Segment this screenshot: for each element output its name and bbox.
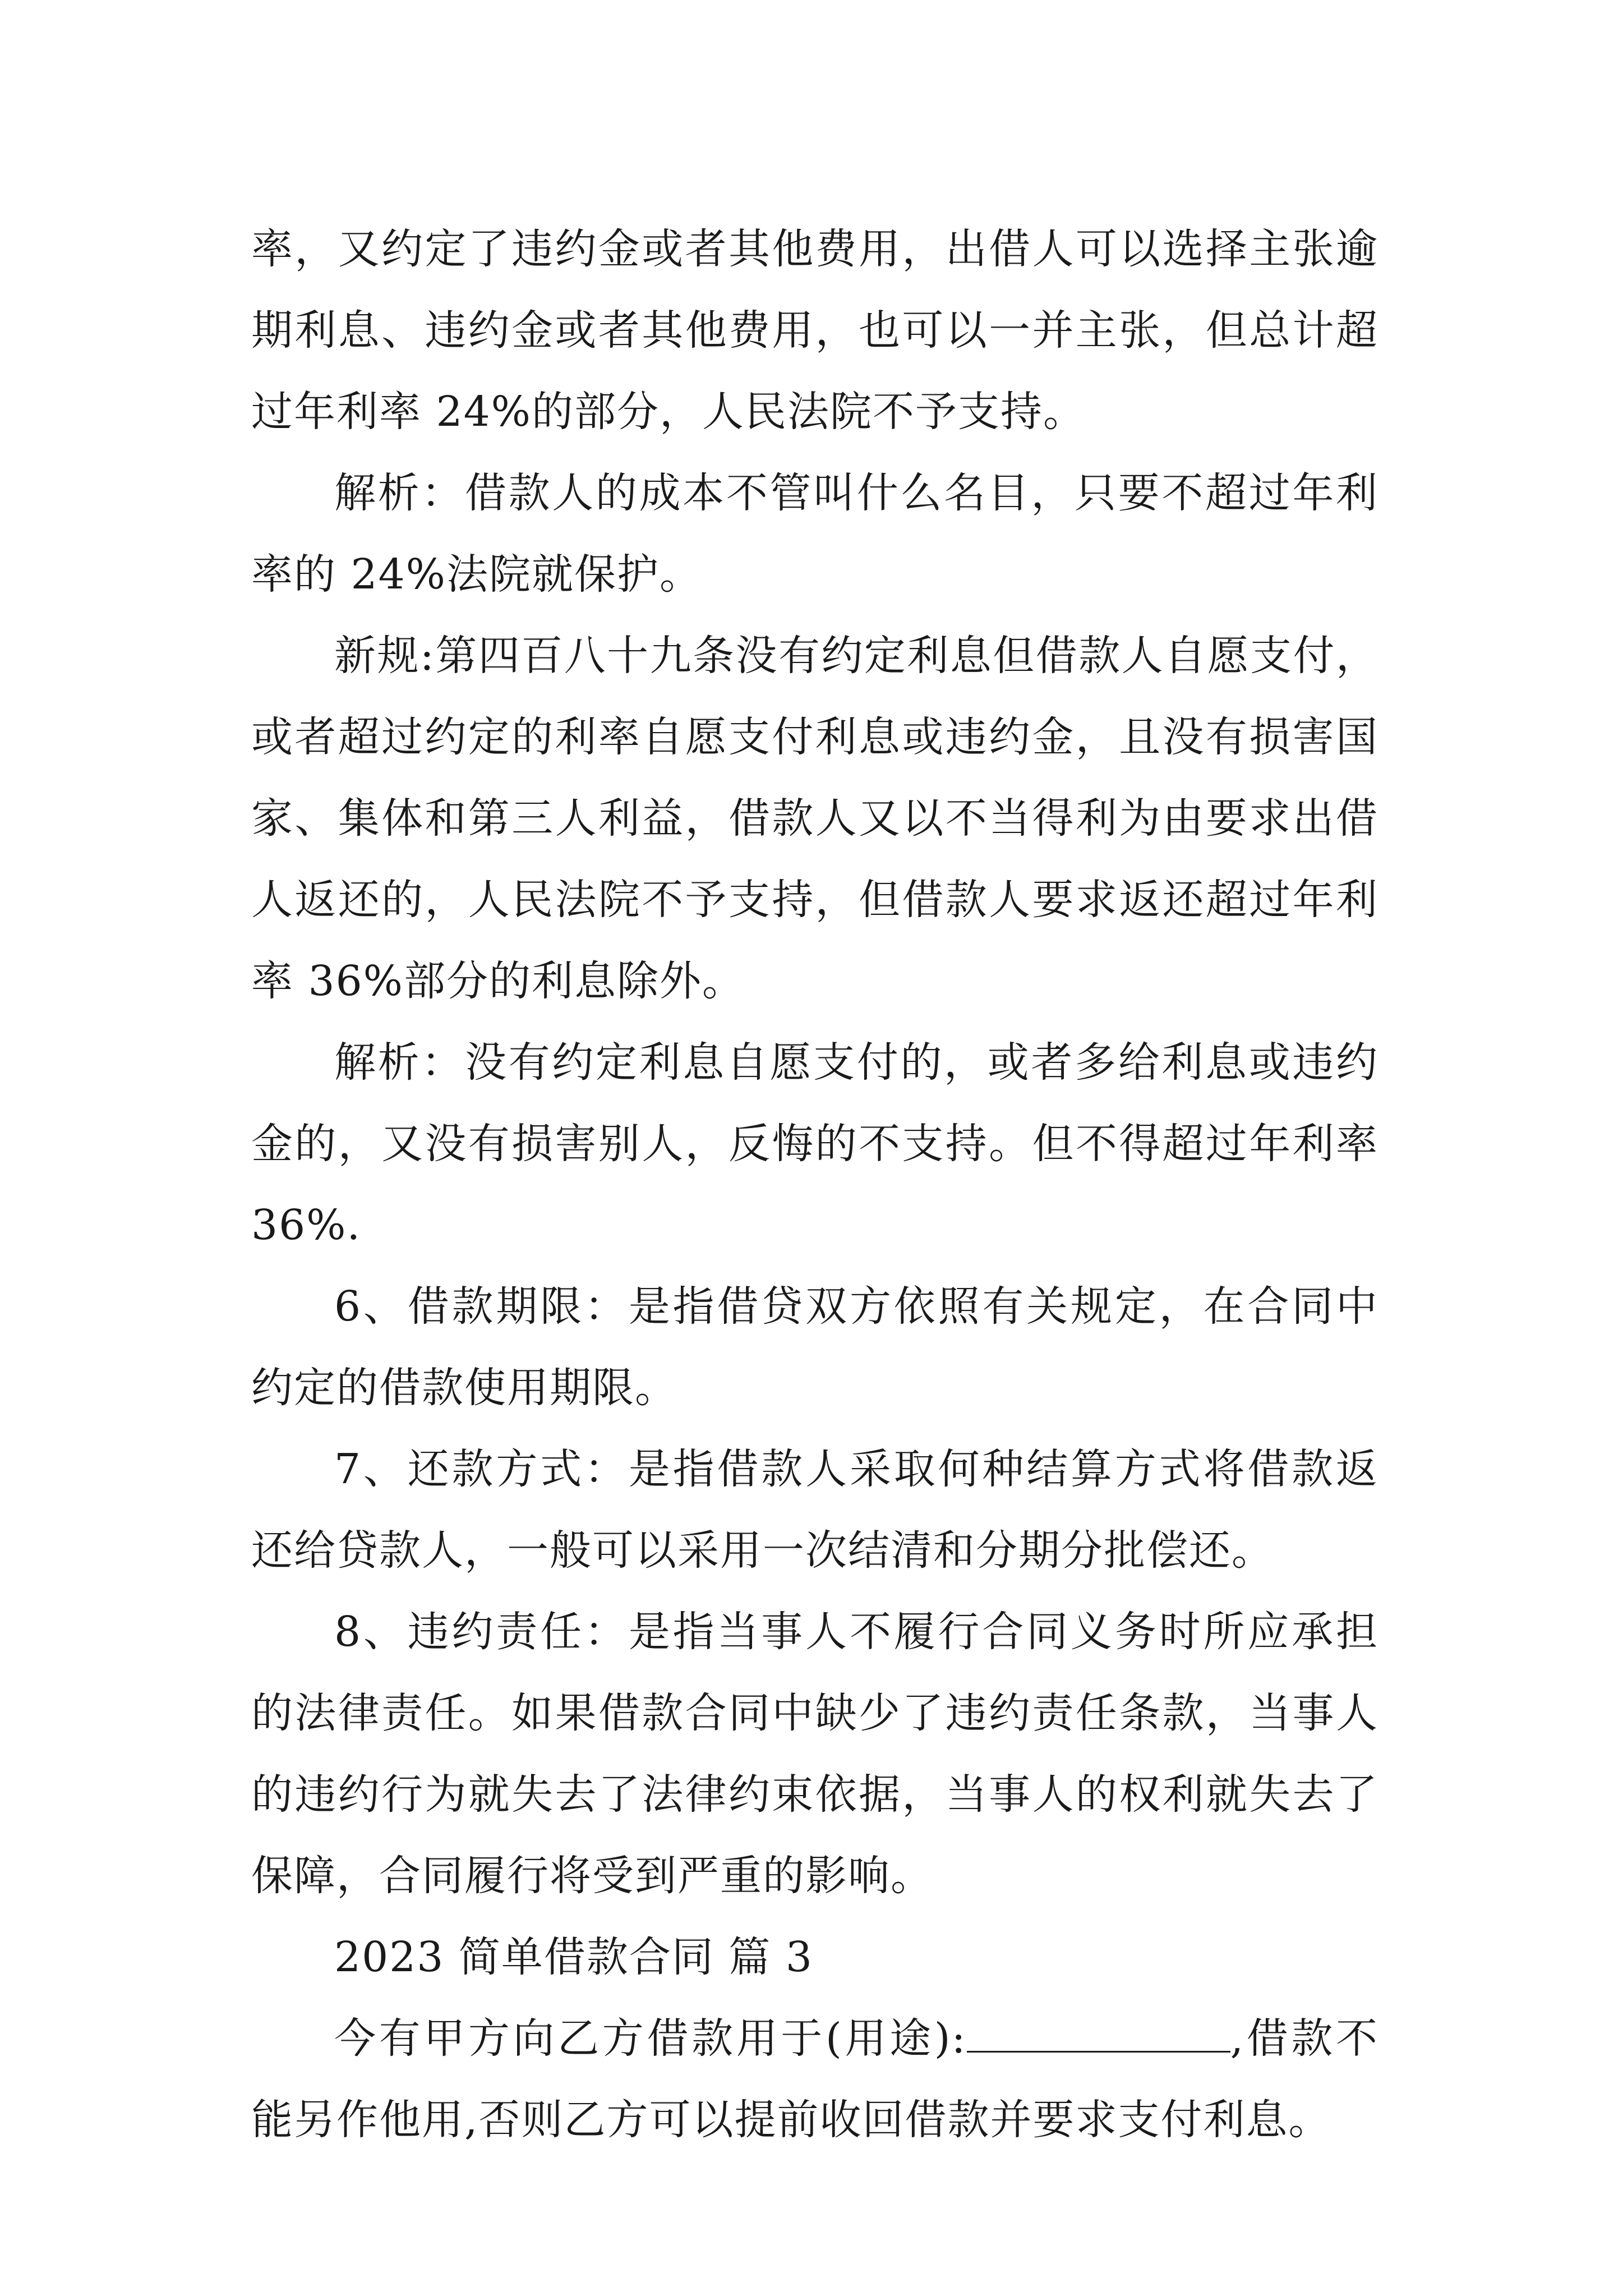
section-heading: 2023 简单借款合同 篇 3 — [334, 1933, 813, 1981]
paragraph-new-rule: 新规:第四百八十九条没有约定利息但借款人自愿支付，或者超过约定的利率自愿支付利息或违约金，且没有损害国家、集体和第三人利益，借款人又以不当得利为由要求出借人返还的，人民法院不予支持，但借款人要求返还超过年利率 36%部分的利息除外。 — [251, 632, 1378, 1005]
paragraph-analysis-1: 解析：借款人的成本不管叫什么名目，只要不超过年利率的 24%法院就保护。 — [251, 469, 1378, 599]
paragraph-continuation: 率，又约定了违约金或者其他费用，出借人可以选择主张逾期利息、违约金或者其他费用，也可以一并主张，但总计超过年利率 24%的部分，人民法院不予支持。 — [251, 225, 1378, 436]
document-body — [251, 209, 1378, 2161]
paragraph-repayment-method: 7、还款方式：是指借款人采取何种结算方式将借款返还给贷款人，一般可以采用一次结清和分期分批偿还。 — [251, 1445, 1378, 1575]
clause-text-after: ,借款不能另作他用,否则乙方可以提前收回借款并要求支付利息。 — [251, 2014, 1378, 2144]
paragraph-analysis-2: 解析：没有约定利息自愿支付的，或者多给利息或违约金的，又没有损害别人，反悔的不支持。但不得超过年利率 36%. — [251, 1038, 1378, 1249]
clause-text-before: 今有甲方向乙方借款用于(用途): — [334, 2014, 967, 2063]
paragraph-liability: 8、违约责任：是指当事人不履行合同义务时所应承担的法律责任。如果借款合同中缺少了违约责任条款，当事人的违约行为就失去了法律约束依据，当事人的权利就失去了保障，合同履行将受到严重的影响。 — [251, 1608, 1378, 1900]
paragraph-contract-clause — [251, 1998, 1378, 2161]
fill-in-blank-purpose[interactable] — [967, 2017, 1230, 2053]
paragraph-loan-term: 6、借款期限：是指借贷双方依照有关规定，在合同中约定的借款使用期限。 — [251, 1282, 1378, 1412]
